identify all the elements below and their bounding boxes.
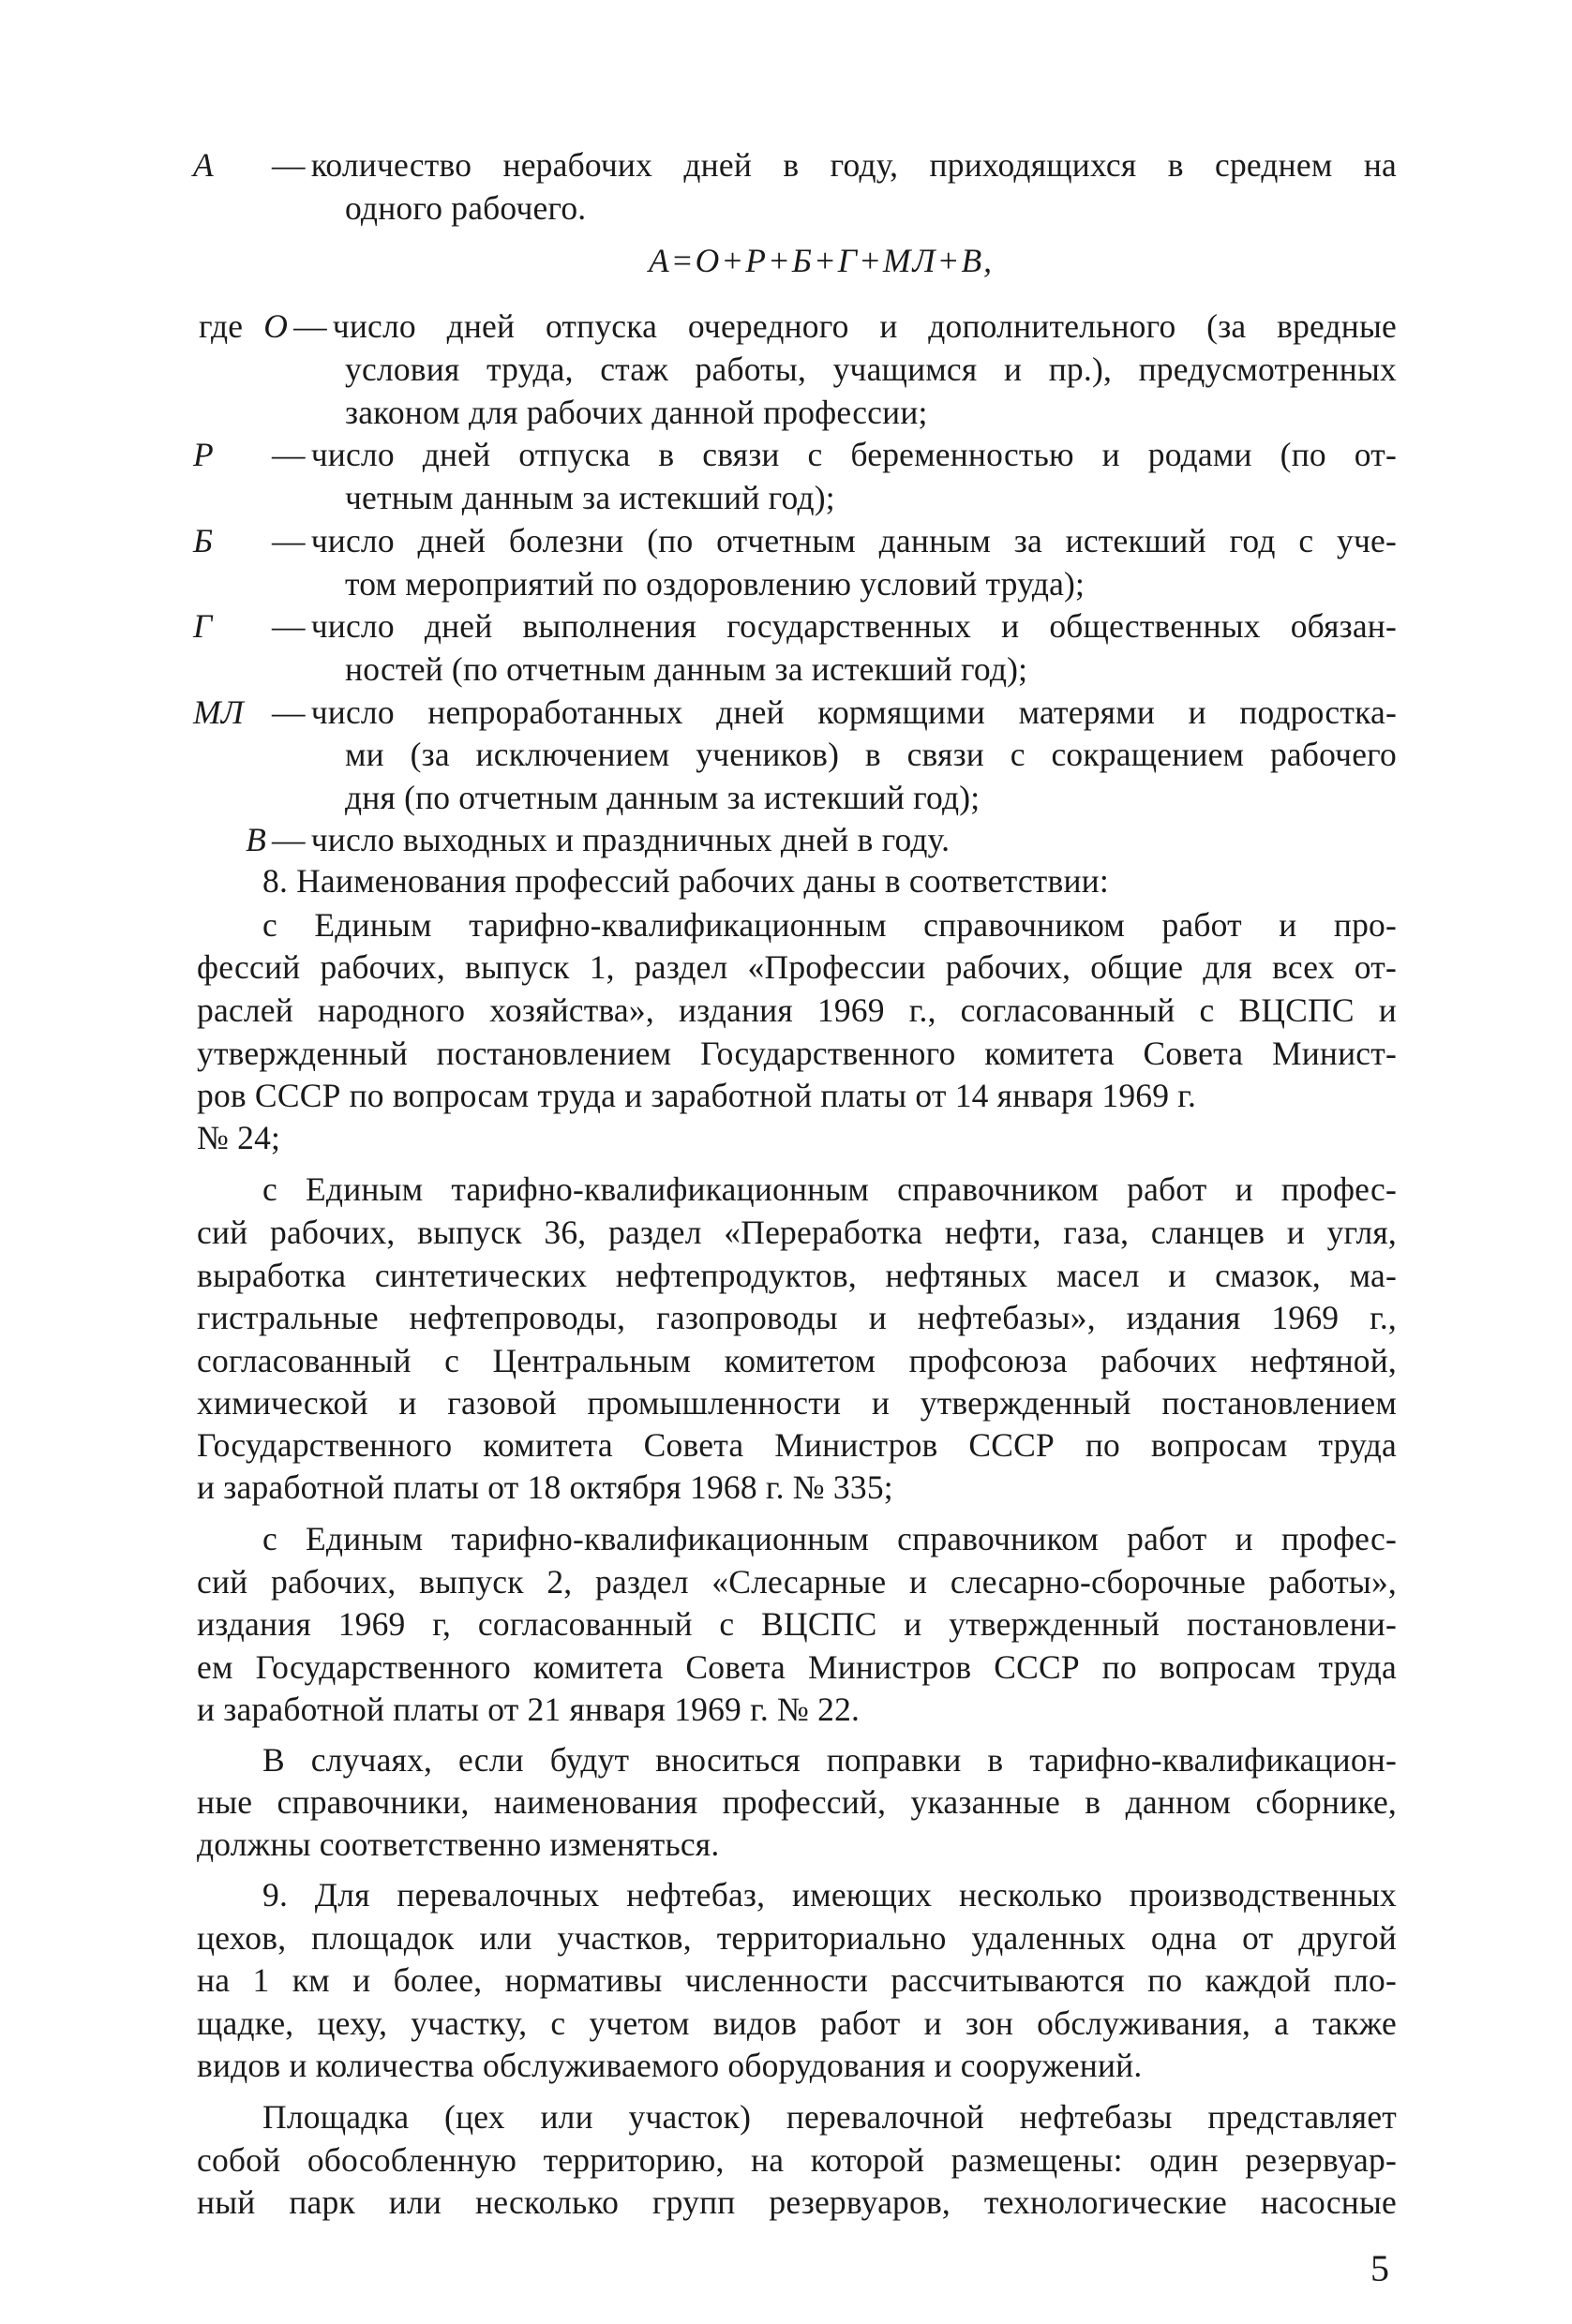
paragraph-etks2-line-4 [197,1646,1397,1688]
paragraph-etks36-line-1 [262,1169,1397,1210]
definition-ml-line-2 [345,734,1397,775]
paragraph-9-line-5 [197,2045,1142,2086]
page-number: 5 [1370,2247,1389,2289]
definition-text: число дней отпуска очередного и дополнительного (за вредные [332,307,1397,345]
formula [649,240,994,281]
paragraph-text: видов и количества обслуживаемого оборудования и сооружений. [197,2047,1143,2084]
paragraph-site-line-3 [197,2182,1397,2223]
paragraph-text: цехов, площадок или участков, территориально удаленных одна от другой [197,1919,1397,1957]
paragraph-text: ные справочники, наименования профессий, указанные в данном сборнике, [197,1783,1397,1821]
paragraph-etks1-line-6 [197,1117,280,1158]
paragraph-9-line-4 [197,2003,1397,2044]
paragraph-amend-line-1 [262,1739,1397,1780]
paragraph-etks2-line-5 [197,1689,860,1730]
definition-o-line-1: где О — число дней отпуска очередного и дополнительного (за вредные [199,307,1397,345]
paragraph-amend-line-3 [197,1824,719,1865]
paragraph-text: ем Государственного комитета Совета Министров СССР по вопросам труда [197,1648,1397,1686]
definition-v-line-1: В — число выходных и праздничных дней в году. [193,819,950,860]
definition-ml-line-3 [345,777,980,818]
definition-r-line-1: Р — число дней отпуска в связи с беременностью и родами (по от- [193,436,1397,473]
paragraph-etks2-line-3 [197,1603,1397,1645]
paragraph-etks36-line-4 [197,1297,1397,1338]
paragraph-text: собой обособленную территорию, на которой размещены: один резервуар- [197,2141,1397,2179]
paragraph-etks36-line-7 [197,1424,1397,1466]
paragraph-site-line-2 [197,2139,1397,2181]
definition-text: законом для рабочих данной профессии; [345,394,928,431]
definition-o-line-3 [345,392,928,433]
paragraph-text: ный парк или несколько групп резервуаров, технологические насосные [197,2183,1397,2221]
paragraph-text: 8. Наименования профессий рабочих даны в соответствии: [262,862,1109,900]
definition-text: том мероприятий по оздоровлению условий труда); [345,565,1085,603]
definition-term: МЛ [193,693,245,731]
formula-text: А=О+Р+Б+Г+МЛ+В, [649,242,995,279]
paragraph-etks1-line-4 [197,1033,1397,1074]
paragraph-text: выработка синтетических нефтепродуктов, нефтяных масел и смазок, ма- [197,1257,1397,1294]
where-word: где [199,307,244,345]
definition-text: число выходных и праздничных дней в году. [310,821,951,858]
paragraph-text: химической и газовой промышленности и утвержденный постановлением [197,1384,1397,1422]
paragraph-etks36-line-3 [197,1255,1397,1296]
definition-a-line-1: А — количество нерабочих дней в году, приходящихся в среднем на [193,146,1397,184]
paragraph-amend-line-2 [197,1781,1397,1823]
paragraph-site-line-1 [262,2096,1397,2138]
paragraph-etks36-line-2 [197,1212,1397,1253]
paragraph-text: сий рабочих, выпуск 2, раздел «Слесарные и слесарно-сборочные работы», [197,1563,1397,1601]
definition-text: количество нерабочих дней в году, приходящихся в среднем на [310,146,1397,184]
paragraph-text: В случаях, если будут вноситься поправки в тарифно-квалификацион- [262,1741,1397,1779]
paragraph-text: и заработной платы от 18 октября 1968 г. № 335; [197,1468,893,1506]
definition-text: число дней отпуска в связи с беременностью и родами (по от- [310,436,1397,473]
paragraph-etks1-line-3 [197,990,1397,1031]
paragraph-9-line-2 [197,1917,1397,1959]
definition-term: Г [193,607,213,645]
paragraph-text: согласованный с Центральным комитетом профсоюза рабочих нефтяной, [197,1342,1397,1379]
definition-o-line-2 [345,349,1397,390]
paragraph-text: щадке, цеху, участку, с учетом видов работ и зон обслуживания, а также [197,2004,1397,2042]
paragraph-text: Государственного комитета Совета Министров СССР по вопросам труда [197,1426,1397,1464]
paragraph-9-line-3 [197,1959,1397,2001]
definition-text: число дней болезни (по отчетным данным за истекший год с уче- [310,522,1397,559]
paragraph-etks36-line-5 [197,1340,1397,1381]
paragraph-text: раслей народного хозяйства», издания 1969 г., согласованный с ВЦСПС и [197,991,1397,1029]
definition-text: одного рабочего. [345,189,587,227]
paragraph-8-heading [262,860,1109,901]
definition-r-line-2 [345,477,835,518]
definition-text: число дней выполнения государственных и общественных обязан- [310,607,1397,645]
paragraph-text: гистральные нефтепроводы, газопроводы и нефтебазы», издания 1969 г., [197,1299,1397,1336]
paragraph-etks1-line-1 [262,904,1397,946]
definition-text: условия труда, стаж работы, учащимся и пр.), предусмотренных [345,350,1397,388]
definition-text: четным данным за истекший год); [345,479,835,516]
paragraph-text: и заработной платы от 21 января 1969 г. № 22. [197,1691,861,1728]
definition-text: ностей (по отчетным данным за истекший год); [345,650,1028,688]
paragraph-text: сий рабочих, выпуск 36, раздел «Переработка нефти, газа, сланцев и угля, [197,1214,1397,1251]
definition-term: А [193,146,214,184]
paragraph-etks1-line-5 [197,1075,1196,1116]
definition-text: число непроработанных дней кормящими матерями и подростка- [310,693,1397,731]
definition-term: В [246,821,266,858]
paragraph-text: издания 1969 г, согласованный с ВЦСПС и утвержденный постановлени- [197,1605,1397,1643]
paragraph-etks36-line-8 [197,1467,893,1508]
definition-g-line-1: Г — число дней выполнения государственных и общественных обязан- [193,607,1397,645]
definition-b-line-1: Б — число дней болезни (по отчетным данным за истекший год с уче- [193,522,1397,559]
definition-term: Р [193,436,214,473]
paragraph-text: с Единым тарифно-квалификационным справочником работ и профес- [262,1520,1397,1557]
paragraph-text: с Единым тарифно-квалификационным справочником работ и профес- [262,1170,1397,1208]
definition-text: ми (за исключением учеников) в связи с сокращением рабочего [345,736,1397,773]
definition-g-line-2 [345,648,1027,690]
definition-a-line-2 [345,187,586,229]
definition-term: Б [193,522,214,559]
paragraph-etks36-line-6 [197,1382,1397,1423]
paragraph-text: Площадка (цех или участок) перевалочной нефтебазы представляет [262,2098,1397,2136]
paragraph-text: ров СССР по вопросам труда и заработной платы от 14 января 1969 г. [197,1077,1197,1114]
paragraph-text: фессий рабочих, выпуск 1, раздел «Профессии рабочих, общие для всех от- [197,948,1397,986]
paragraph-etks1-line-2 [197,946,1397,988]
definition-term: О [263,307,289,345]
paragraph-text: с Единым тарифно-квалификационным справочником работ и про- [262,906,1397,944]
definition-b-line-2 [345,563,1085,604]
paragraph-text: 9. Для перевалочных нефтебаз, имеющих несколько производственных [262,1876,1397,1914]
paragraph-text: на 1 км и более, нормативы численности рассчитываются по каждой пло- [197,1961,1397,1999]
paragraph-etks2-line-1 [262,1518,1397,1559]
definition-ml-line-1: МЛ — число непроработанных дней кормящими матерями и подростка- [193,693,1397,731]
paragraph-etks2-line-2 [197,1561,1397,1602]
definition-text: дня (по отчетным данным за истекший год); [345,779,981,816]
paragraph-text: № 24; [197,1119,281,1156]
paragraph-text: утвержденный постановлением Государственного комитета Совета Минист- [197,1035,1397,1072]
paragraph-9-line-1 [262,1874,1397,1915]
paragraph-text: должны соответственно изменяться. [197,1825,720,1863]
